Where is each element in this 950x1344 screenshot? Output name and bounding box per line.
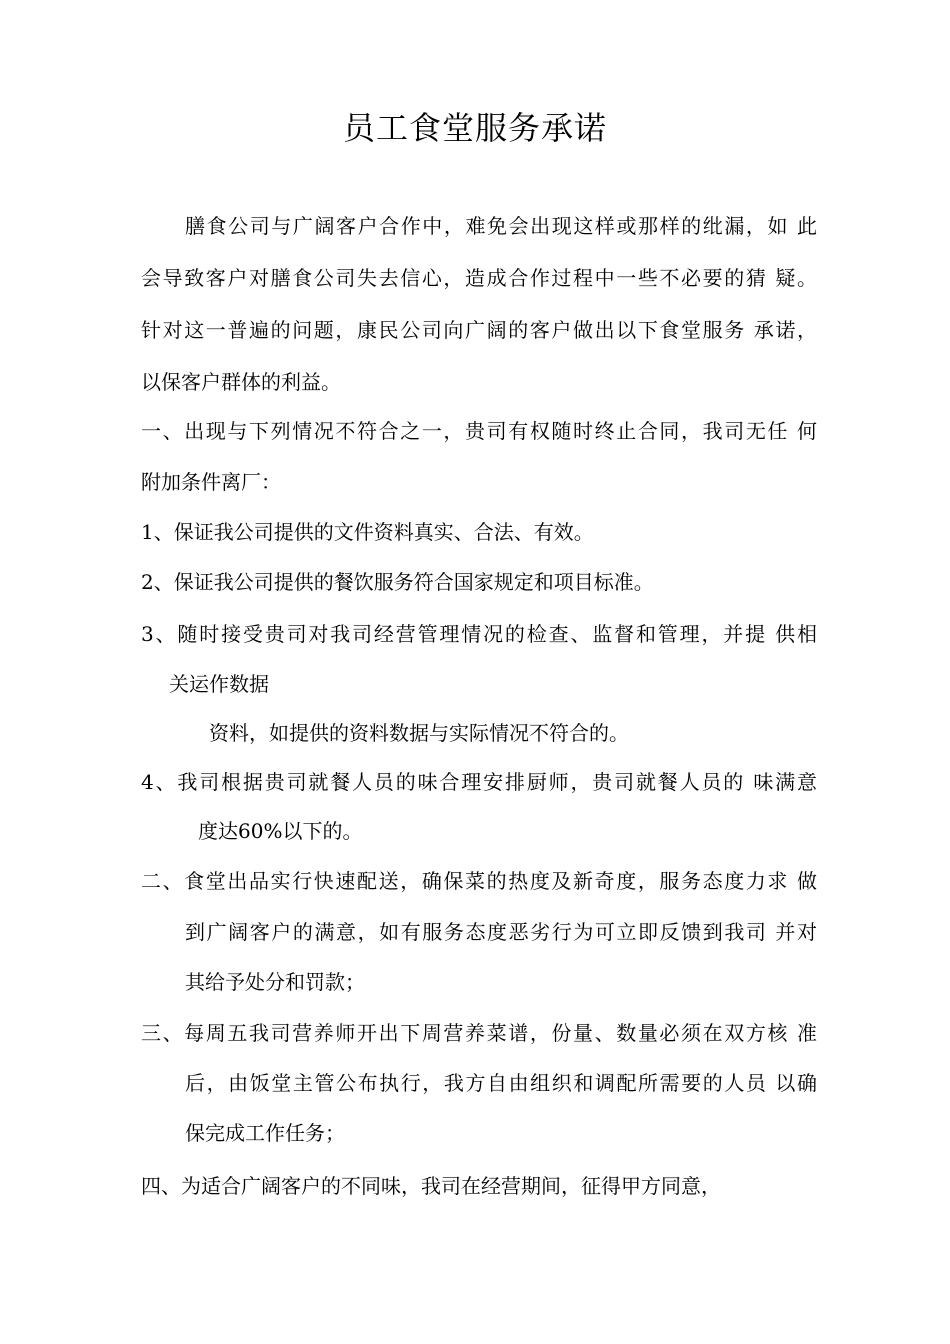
list-item-line: 二、食堂出品实行快速配送，确保菜的热度及新奇度，服务态度力求 做 [141, 869, 817, 893]
list-item-line: 2、保证我公司提供的餐饮服务符合国家规定和项目标准。 [141, 570, 654, 594]
paragraph-line: 针对这一普遍的问题，康民公司向广阔的客户做出以下食堂服务 承诺， [141, 318, 817, 342]
list-item-line: 三、每周五我司营养师开出下周营养菜谱，份量、数量必须在双方核 准 [141, 1021, 817, 1045]
list-item-line: 3、随时接受贵司对我司经营管理情况的检查、监督和管理，并提 供相 [141, 622, 817, 646]
list-item-line: 1、保证我公司提供的文件资料真实、合法、有效。 [141, 520, 594, 544]
document-title: 员工食堂服务承诺 [342, 109, 607, 147]
paragraph-line: 膳食公司与广阔客户合作中，难免会出现这样或那样的纰漏，如 此 [185, 214, 817, 238]
list-item-line: 4、我司根据贵司就餐人员的味合理安排厨师，贵司就餐人员的 味满意 [141, 770, 817, 794]
list-item-line: 后，由饭堂主管公布执行，我方自由组织和调配所需要的人员 以确 [185, 1071, 817, 1095]
list-item-line: 附加条件离厂： [141, 470, 281, 494]
list-item-line: 度达60%以下的。 [198, 819, 363, 843]
list-item-line: 关运作数据 [169, 672, 269, 696]
paragraph-line: 以保客户群体的利益。 [141, 370, 341, 394]
list-item-line: 一、出现与下列情况不符合之一，贵司有权随时终止合同，我司无任 何 [141, 419, 817, 443]
list-item-line: 保完成工作任务； [185, 1121, 345, 1145]
list-item-line: 到广阔客户的满意，如有服务态度恶劣行为可立即反馈到我司 并对 [185, 920, 817, 944]
list-item-line: 四、为适合广阔客户的不同味，我司在经营期间，征得甲方同意， [141, 1174, 721, 1198]
list-item-line: 资料，如提供的资料数据与实际情况不符合的。 [209, 721, 629, 745]
list-item-line: 其给予处分和罚款； [185, 970, 365, 994]
paragraph-line: 会导致客户对膳食公司失去信心，造成合作过程中一些不必要的猜 疑。 [141, 266, 817, 290]
